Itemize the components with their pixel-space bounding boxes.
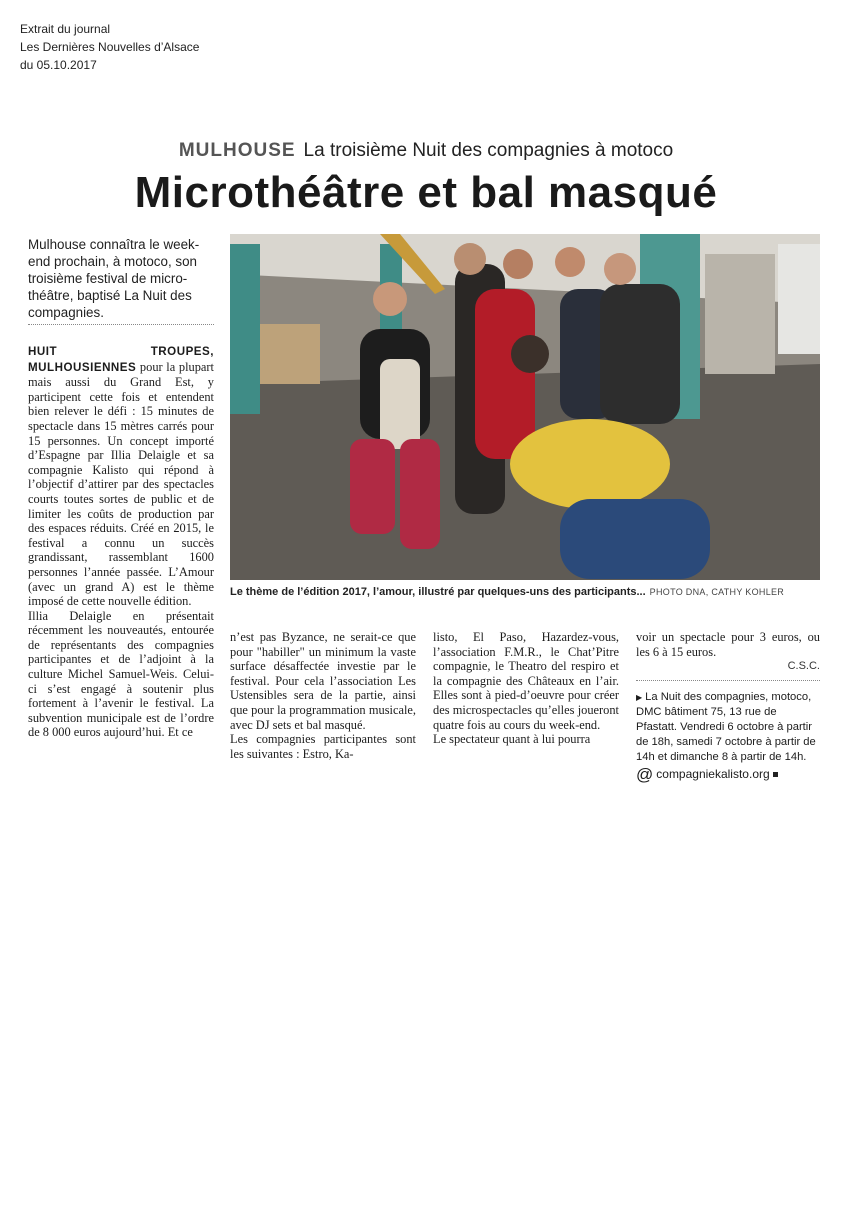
- source-newspaper: Les Dernières Nouvelles d’Alsace: [20, 40, 200, 54]
- photo-credit: PHOTO DNA, CATHY KOHLER: [649, 587, 785, 597]
- article-column-1: [28, 344, 214, 740]
- kicker-place: MULHOUSE: [178, 140, 296, 161]
- column-4-paragraph-1: voir un spectacle pour 3 euros, ou les 6 à 15 euros.: [636, 630, 820, 659]
- article-column-4: [636, 630, 820, 659]
- column-1-paragraph-1: HUIT TROUPES, MULHOUSIENNES pour la plupart mais aussi du Grand Est, y participent cette fois et entendent bien relever le défi : 15 minutes de spectacle dans 15 mètres carrés pour 15 personnes. Un concept importé d’Espagne par Illia Delaigle et sa compagnie Kalisto qui répond à l’objectif d’attirer par des spectacles courts toutes sortes de public et de limiter les coûts de production par des espaces réduits. Créé en 2015, le festival a connu un succès grandissant, rassemblant 1600 personnes l’année passée. L’Amour (avec un grand A) est le thème imposé de cette nouvelle édition.: [28, 345, 214, 609]
- source-line-1: Extrait du journal: [20, 22, 111, 36]
- column-2-paragraph-2: Les compagnies participantes sont les suivantes : Estro, Ka-: [230, 732, 416, 761]
- article-photo: [230, 234, 820, 580]
- article-column-2: [230, 630, 416, 761]
- column-3-paragraph-1: listo, El Paso, Hazardez-vous, l’association F.M.R., le Chat’Pitre compagnie, le Theatro del respiro et la compagnie des Châteaux en l’air. Elles sont à pied-d’oeuvre pour créer des microspectacles qu’elles joueront quatre fois au cours du week-end.: [433, 630, 619, 732]
- practical-info: [636, 690, 820, 782]
- photo-caption: [230, 585, 822, 600]
- column-3-paragraph-2: Le spectateur quant à lui pourra: [433, 732, 591, 747]
- author-signature: C.S.C.: [787, 660, 820, 672]
- end-of-article-mark: [773, 772, 778, 777]
- arrow-bullet-icon: ▶: [636, 693, 643, 702]
- at-sign-icon: @: [636, 765, 654, 784]
- article-lede: Mulhouse connaîtra le week-end prochain, à motoco, son troisième festival de micro-théâtre, baptisé La Nuit des compagnies.: [28, 237, 200, 320]
- info-text: La Nuit des compagnies, motoco, DMC bâtiment 75, 13 rue de Pfastatt. Vendredi 6 octobre à partir de 18h, samedi 7 octobre à partir de 14h et dimanche 8 à partir de 14h.: [636, 691, 816, 763]
- source-note: [20, 20, 199, 74]
- kicker-text: La troisième Nuit des compagnies à motoco: [303, 140, 674, 161]
- article-column-3: [433, 630, 619, 747]
- info-divider: [636, 680, 820, 681]
- source-date: du 05.10.2017: [20, 58, 97, 72]
- caption-text: Le thème de l’édition 2017, l’amour, illustré par quelques-uns des participants...: [230, 586, 646, 598]
- lead-in: HUIT TROUPES, MULHOUSIENNES: [28, 345, 214, 374]
- article-kicker: [0, 140, 852, 162]
- column-2-paragraph-1: n’est pas Byzance, ne serait-ce que pour "habiller" un minimum la vaste surface désaffectée investie par le festival. Pour cela l’association Les Ustensibles sera de la partie, ainsi que pour la programmation musicale, avec DJ sets et bal masqué.: [230, 630, 416, 732]
- website-link[interactable]: compagniekalisto.org: [656, 767, 770, 781]
- photo-illustration: [230, 234, 820, 580]
- lede-divider: [28, 324, 214, 325]
- article-headline: Microthéâtre et bal masqué: [134, 168, 718, 217]
- column-1-paragraph-2: Illia Delaigle en présentait récemment les nouveautés, entourée de représentants des compagnies participantes et de l’adjoint à la culture Michel Samuel-Weis. Celui-ci s’est engagé à soutenir plus fortement à l’avenir le festival. La subvention municipale est de l’ordre de 8 000 euros aujourd’hui. Et ce: [28, 608, 214, 740]
